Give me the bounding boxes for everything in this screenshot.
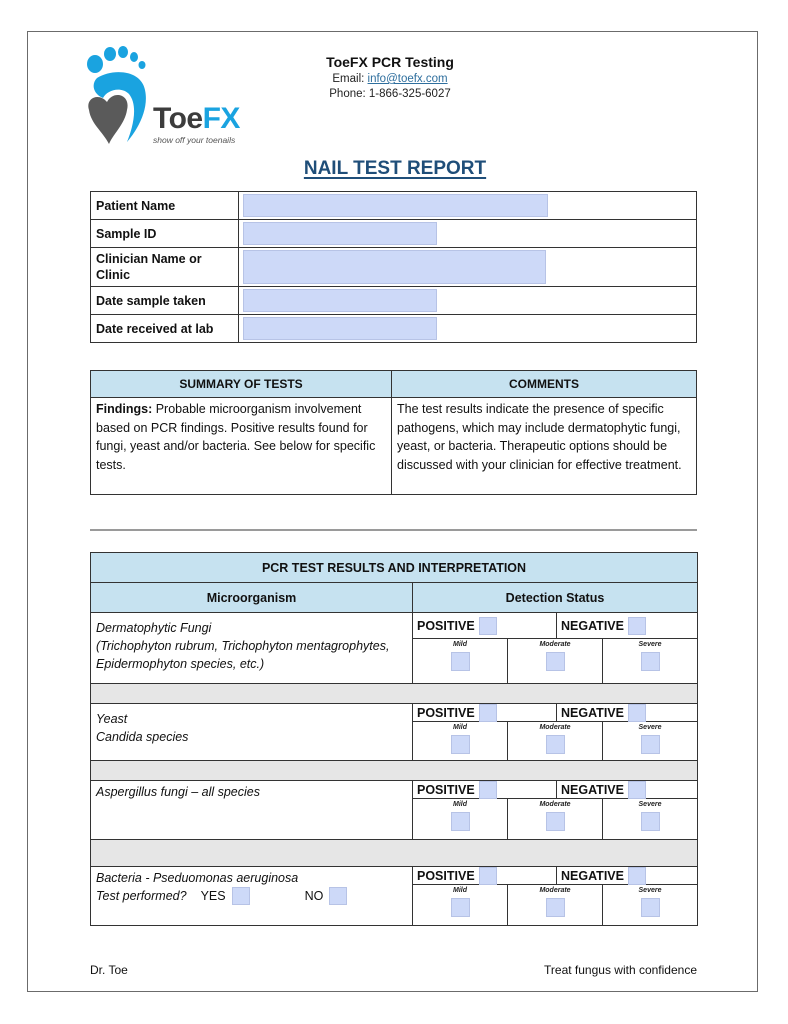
date-received-field[interactable] bbox=[243, 317, 437, 340]
mild-checkbox[interactable] bbox=[451, 735, 470, 754]
mild-checkbox[interactable] bbox=[451, 652, 470, 671]
row-spacer bbox=[91, 761, 698, 781]
summary-header: SUMMARY OF TESTS bbox=[91, 371, 392, 398]
pcr-results-table bbox=[90, 552, 698, 926]
pcr-row-aspergillus bbox=[91, 781, 698, 840]
toefx-logo bbox=[83, 46, 258, 151]
findings-label: Findings: bbox=[96, 402, 153, 416]
date-taken-label: Date sample taken bbox=[91, 287, 239, 315]
company-name: ToeFX PCR Testing bbox=[326, 54, 454, 70]
moderate-checkbox[interactable] bbox=[546, 652, 565, 671]
date-taken-field[interactable] bbox=[243, 289, 437, 312]
negative-checkbox[interactable] bbox=[628, 781, 646, 799]
section-divider bbox=[90, 529, 697, 531]
no-label: NO bbox=[304, 889, 324, 903]
positive-label: POSITIVE bbox=[417, 782, 475, 797]
detection-status-header: Detection Status bbox=[413, 583, 698, 613]
negative-label: NEGATIVE bbox=[561, 868, 624, 883]
company-info bbox=[300, 54, 480, 100]
pcr-title: PCR TEST RESULTS AND INTERPRETATION bbox=[91, 553, 698, 583]
comments-header: COMMENTS bbox=[392, 371, 697, 398]
microorganism-header: Microorganism bbox=[91, 583, 413, 613]
footer-left: Dr. Toe bbox=[90, 963, 128, 977]
info-row-date-taken bbox=[91, 287, 697, 315]
organism-detail: (Trichophyton rubrum, Trichophyton mentagrophytes, Epidermophyton species, etc.) bbox=[96, 639, 390, 671]
negative-label: NEGATIVE bbox=[561, 782, 624, 797]
info-row-sample-id bbox=[91, 220, 697, 248]
mild-label: Mild bbox=[453, 724, 467, 731]
severe-label: Severe bbox=[638, 801, 662, 808]
severe-label: Severe bbox=[638, 724, 662, 731]
info-row-patient-name bbox=[91, 192, 697, 220]
organism-detail: Candida species bbox=[96, 730, 189, 744]
yes-checkbox[interactable] bbox=[232, 887, 250, 905]
mild-label: Mild bbox=[453, 887, 467, 894]
date-received-label: Date received at lab bbox=[91, 315, 239, 343]
clinician-field[interactable] bbox=[243, 250, 546, 284]
patient-name-label: Patient Name bbox=[91, 192, 239, 220]
severe-checkbox[interactable] bbox=[641, 898, 660, 917]
negative-checkbox[interactable] bbox=[628, 867, 646, 885]
test-performed-label: Test performed? bbox=[96, 889, 187, 903]
organism-name: Aspergillus fungi – all species bbox=[96, 785, 260, 799]
no-checkbox[interactable] bbox=[329, 887, 347, 905]
patient-name-field[interactable] bbox=[243, 194, 548, 217]
patient-info-table bbox=[90, 191, 697, 343]
negative-label: NEGATIVE bbox=[561, 618, 624, 633]
positive-checkbox[interactable] bbox=[479, 867, 497, 885]
negative-checkbox[interactable] bbox=[628, 617, 646, 635]
organism-name: Bacteria - Pseduomonas aeruginosa bbox=[96, 871, 299, 885]
severe-checkbox[interactable] bbox=[641, 735, 660, 754]
findings-cell bbox=[91, 398, 392, 495]
sample-id-field[interactable] bbox=[243, 222, 437, 245]
organism-name: Yeast bbox=[96, 712, 128, 726]
positive-checkbox[interactable] bbox=[479, 781, 497, 799]
mild-checkbox[interactable] bbox=[451, 898, 470, 917]
severe-checkbox[interactable] bbox=[641, 812, 660, 831]
summary-table bbox=[90, 370, 697, 495]
positive-label: POSITIVE bbox=[417, 868, 475, 883]
pcr-row-bacteria bbox=[91, 867, 698, 926]
moderate-checkbox[interactable] bbox=[546, 735, 565, 754]
severe-label: Severe bbox=[638, 887, 662, 894]
moderate-label: Moderate bbox=[539, 887, 571, 894]
severe-label: Severe bbox=[638, 641, 662, 648]
clinician-label: Clinician Name or Clinic bbox=[91, 248, 239, 287]
info-row-clinician bbox=[91, 248, 697, 287]
comments-text: The test results indicate the presence of specific pathogens, which may include dermatophytic fungi, yeast, or bacteria. Therapeutic options should be discussed with your clinician for effective treatment. bbox=[392, 398, 697, 495]
findings-text: Probable microorganism involvement based on PCR findings. Positive results found for fungi, yeast and/or bacteria. See below for specific tests. bbox=[96, 402, 376, 472]
positive-label: POSITIVE bbox=[417, 705, 475, 720]
positive-label: POSITIVE bbox=[417, 618, 475, 633]
footer-right: Treat fungus with confidence bbox=[544, 963, 697, 977]
row-spacer bbox=[91, 840, 698, 867]
pcr-row-dermatophytic bbox=[91, 613, 698, 684]
moderate-checkbox[interactable] bbox=[546, 898, 565, 917]
negative-checkbox[interactable] bbox=[628, 704, 646, 722]
pcr-row-yeast bbox=[91, 704, 698, 761]
mild-label: Mild bbox=[453, 641, 467, 648]
phone-number: 1-866-325-6027 bbox=[368, 88, 451, 100]
logo-tagline: show off your toenails bbox=[153, 135, 236, 145]
row-spacer bbox=[91, 684, 698, 704]
severe-checkbox[interactable] bbox=[641, 652, 660, 671]
moderate-label: Moderate bbox=[539, 801, 571, 808]
positive-checkbox[interactable] bbox=[479, 704, 497, 722]
sample-id-label: Sample ID bbox=[91, 220, 239, 248]
moderate-label: Moderate bbox=[539, 724, 571, 731]
organism-name: Dermatophytic Fungi bbox=[96, 621, 212, 635]
email-line: Email: info@toefx.com bbox=[332, 73, 448, 85]
moderate-label: Moderate bbox=[539, 641, 571, 648]
report-title: NAIL TEST REPORT bbox=[303, 158, 487, 179]
negative-label: NEGATIVE bbox=[561, 705, 624, 720]
yes-label: YES bbox=[200, 889, 226, 903]
email-link[interactable]: info@toefx.com bbox=[367, 73, 448, 85]
positive-checkbox[interactable] bbox=[479, 617, 497, 635]
mild-label: Mild bbox=[453, 801, 467, 808]
moderate-checkbox[interactable] bbox=[546, 812, 565, 831]
phone-line: Phone: 1-866-325-6027 bbox=[329, 88, 451, 100]
info-row-date-received bbox=[91, 315, 697, 343]
foot-heart-icon bbox=[83, 46, 163, 146]
mild-checkbox[interactable] bbox=[451, 812, 470, 831]
logo-wordmark: ToeFX bbox=[153, 102, 240, 135]
